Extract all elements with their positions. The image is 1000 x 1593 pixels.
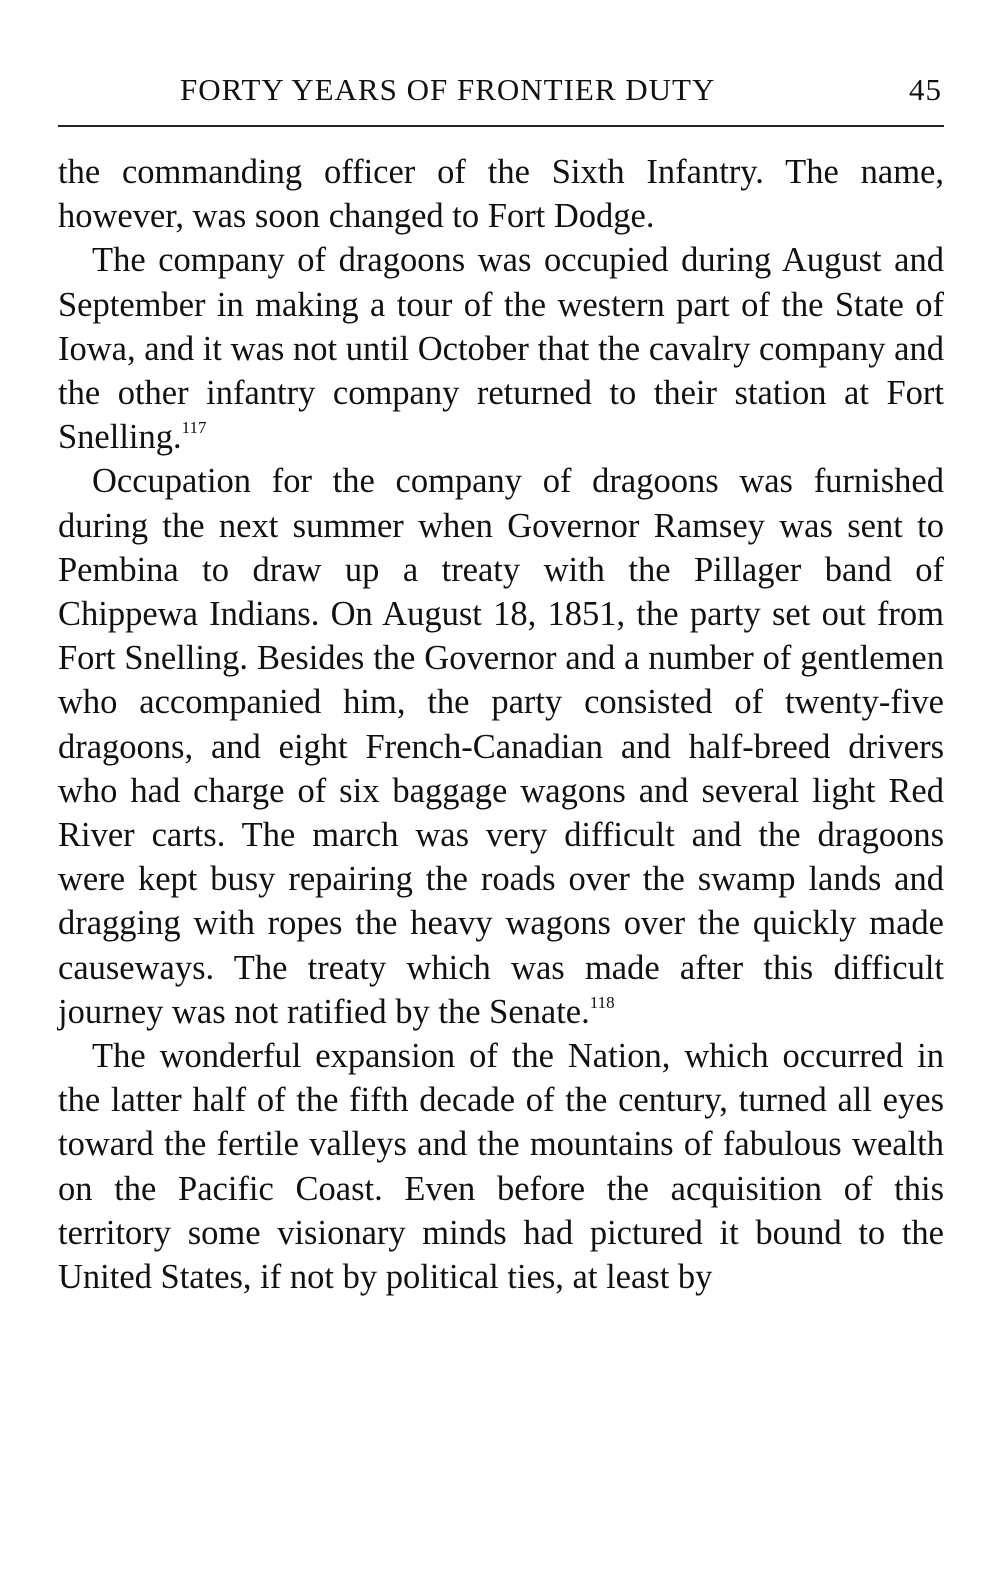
page-number: 45 — [909, 72, 942, 107]
footnote-ref-117: 117 — [181, 418, 207, 438]
paragraph-3-text: Occupation for the company of dragoons was furnished during the next summer when Governor Ramsey was sent to Pembina to draw up a treaty with the Pillager band of Chippewa Indians. On August 18, 1851, the party set out from Fort Snelling. Besides the Governor and a number of gentlemen who accompanied him, the party consisted of twenty-five dragoons, and eight French-Canadian and half-breed drivers who had charge of six baggage wagons and several light Red River carts. The march was very difficult and the dragoons were kept busy repairing the roads over the swamp lands and dragging with ropes the heavy wagons over the quickly made causeways. The treaty which was made after this difficult journey was not ratified by the Senate. — [58, 462, 944, 1031]
paragraph-2-text: The company of dragoons was occupied during August and September in making a tour of the western part of the State of Iowa, and it was not until October that the cavalry company and the other infantry company returned to their station at Fort Snelling. — [58, 241, 944, 457]
footnote-ref-118: 118 — [589, 992, 615, 1012]
header-rule — [58, 125, 944, 127]
running-title: FORTY YEARS OF FRONTIER DUTY — [180, 72, 716, 107]
paragraph-3 — [58, 459, 944, 1034]
body-text — [58, 150, 944, 1299]
paragraph-1-text: the commanding officer of the Sixth Infantry. The name, however, was soon changed to Fort Dodge. — [58, 153, 944, 236]
paragraph-4 — [58, 1034, 944, 1299]
running-head — [62, 68, 942, 112]
paragraph-4-text: The wonderful expansion of the Nation, which occurred in the latter half of the fifth decade of the century, turned all eyes toward the fertile valleys and the mountains of fabulous wealth on the Pacific Coast. Even before the acquisition of this territory some visionary minds had pictured it bound to the United States, if not by political ties, at least by — [58, 1037, 944, 1297]
paragraph-1 — [58, 150, 944, 238]
paragraph-2 — [58, 238, 944, 459]
